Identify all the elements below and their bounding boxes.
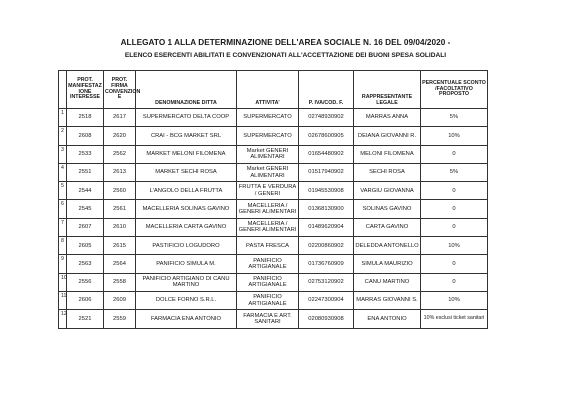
cell-piva: 01736760909 xyxy=(299,255,354,273)
cell-prot-manifestazione: 2556 xyxy=(67,273,104,291)
table-row xyxy=(59,109,488,127)
cell-attivita: MACELLERIA / GENERI ALIMENTARI xyxy=(237,200,299,218)
cell-rappresentante: SOLINAS GAVINO xyxy=(354,200,421,218)
col-header-sconto: PERCENTUALE SCONTO /FACOLTATIVO PROPOSTO xyxy=(421,71,488,109)
table-row xyxy=(59,255,488,273)
cell-prot-firma: 2620 xyxy=(104,127,136,145)
cell-sconto: 10% esclusi ticket sanitari xyxy=(421,310,488,328)
cell-attivita: PANIFICIO ARTIGIANALE xyxy=(237,291,299,309)
cell-rappresentante: MELONI FILOMENA xyxy=(354,145,421,163)
cell-sconto: 0 xyxy=(421,273,488,291)
col-header-attivita: ATTIVITA' xyxy=(237,71,299,109)
col-header-num xyxy=(59,71,67,109)
cell-piva: 02200860902 xyxy=(299,237,354,255)
cell-sconto: 0 xyxy=(421,218,488,236)
cell-num: 12 xyxy=(59,310,67,328)
cell-prot-firma: 2617 xyxy=(104,109,136,127)
cell-piva: 02748930902 xyxy=(299,109,354,127)
cell-num: 3 xyxy=(59,145,67,163)
cell-ditta: PANIFICIO SIMULA M. xyxy=(136,255,237,273)
cell-piva: 02753120902 xyxy=(299,273,354,291)
col-header-prot-firma: PROT. FIRMA CONVENZION E xyxy=(104,71,136,109)
cell-num: 5 xyxy=(59,182,67,200)
cell-ditta: SUPERMERCATO DELTA COOP xyxy=(136,109,237,127)
cell-ditta: PANIFICIO ARTIGIANO DI CANU MARTINO xyxy=(136,273,237,291)
cell-attivita: PANIFICIO ARTIGIANALE xyxy=(237,273,299,291)
cell-ditta: MARKET SECHI ROSA xyxy=(136,163,237,181)
table-row xyxy=(59,237,488,255)
cell-ditta: DOLCE FORNO S.R.L. xyxy=(136,291,237,309)
cell-prot-firma: 2610 xyxy=(104,218,136,236)
table-row xyxy=(59,200,488,218)
cell-prot-manifestazione: 2607 xyxy=(67,218,104,236)
cell-num: 4 xyxy=(59,163,67,181)
cell-prot-manifestazione: 2518 xyxy=(67,109,104,127)
cell-prot-manifestazione: 2533 xyxy=(67,145,104,163)
cell-piva: 01654480902 xyxy=(299,145,354,163)
cell-rappresentante: VARGIU GIOVANNA xyxy=(354,182,421,200)
cell-sconto: 10% xyxy=(421,237,488,255)
cell-prot-firma: 2613 xyxy=(104,163,136,181)
cell-sconto: 10% xyxy=(421,291,488,309)
cell-rappresentante: SECHI ROSA xyxy=(354,163,421,181)
cell-prot-firma: 2564 xyxy=(104,255,136,273)
cell-prot-manifestazione: 2606 xyxy=(67,291,104,309)
cell-prot-firma: 2560 xyxy=(104,182,136,200)
col-header-rappresentante: RAPPRESENTANTE LEGALE xyxy=(354,71,421,109)
esercenti-table xyxy=(58,70,488,329)
cell-sconto: 0 xyxy=(421,200,488,218)
col-header-piva: P. IVA/COD. F. xyxy=(299,71,354,109)
cell-ditta: L'ANGOLO DELLA FRUTTA xyxy=(136,182,237,200)
col-header-prot-manifestazione: PROT. MANIFESTAZ IONE INTERESSE xyxy=(67,71,104,109)
cell-piva: 02247300904 xyxy=(299,291,354,309)
cell-piva: 02678600905 xyxy=(299,127,354,145)
cell-num: 6 xyxy=(59,200,67,218)
cell-rappresentante: SIMULA MAURIZIO xyxy=(354,255,421,273)
cell-attivita: Market GENERI ALIMENTARI xyxy=(237,145,299,163)
table-row xyxy=(59,218,488,236)
cell-ditta: MARKET MELONI FILOMENA xyxy=(136,145,237,163)
cell-sconto: 5% xyxy=(421,163,488,181)
document-subtitle: ELENCO ESERCENTI ABILITATI E CONVENZIONATI ALL'ACCETTAZIONE DEI BUONI SPESA SOLIDALI xyxy=(124,52,447,59)
cell-num: 9 xyxy=(59,255,67,273)
cell-num: 2 xyxy=(59,127,67,145)
cell-rappresentante: MARRAS ANNA xyxy=(354,109,421,127)
cell-ditta: FARMACIA ENA ANTONIO xyxy=(136,310,237,328)
table-row xyxy=(59,145,488,163)
cell-prot-firma: 2609 xyxy=(104,291,136,309)
cell-piva: 01368130900 xyxy=(299,200,354,218)
cell-num: 11 xyxy=(59,291,67,309)
cell-piva: 01945530908 xyxy=(299,182,354,200)
cell-prot-manifestazione: 2544 xyxy=(67,182,104,200)
cell-prot-firma: 2562 xyxy=(104,145,136,163)
cell-prot-manifestazione: 2605 xyxy=(67,237,104,255)
cell-sconto: 0 xyxy=(421,145,488,163)
cell-prot-manifestazione: 2521 xyxy=(67,310,104,328)
cell-num: 7 xyxy=(59,218,67,236)
cell-sconto: 0 xyxy=(421,255,488,273)
cell-sconto: 10% xyxy=(421,127,488,145)
cell-prot-manifestazione: 2551 xyxy=(67,163,104,181)
cell-piva: 01489620904 xyxy=(299,218,354,236)
cell-prot-firma: 2559 xyxy=(104,310,136,328)
cell-piva: 02080930908 xyxy=(299,310,354,328)
cell-prot-manifestazione: 2563 xyxy=(67,255,104,273)
cell-prot-manifestazione: 2545 xyxy=(67,200,104,218)
table-row xyxy=(59,182,488,200)
document-title: ALLEGATO 1 ALLA DETERMINAZIONE DELL'AREA SOCIALE N. 16 DEL 09/04/2020 - xyxy=(120,38,451,47)
table-row xyxy=(59,127,488,145)
cell-rappresentante: MARRAS GIOVANNI S. xyxy=(354,291,421,309)
cell-prot-firma: 2558 xyxy=(104,273,136,291)
cell-attivita: PASTA FRESCA xyxy=(237,237,299,255)
cell-attivita: MACELLERIA / GENERI ALIMENTARI xyxy=(237,218,299,236)
cell-num: 8 xyxy=(59,237,67,255)
cell-prot-manifestazione: 2608 xyxy=(67,127,104,145)
cell-prot-firma: 2615 xyxy=(104,237,136,255)
cell-ditta: MACELLERIA CARTA GAVINO xyxy=(136,218,237,236)
cell-attivita: PANIFICIO ARTIGIANALE xyxy=(237,255,299,273)
cell-num: 10 xyxy=(59,273,67,291)
col-header-ditta: DENOMINAZIONE DITTA xyxy=(136,71,237,109)
cell-rappresentante: CANU MARTINO xyxy=(354,273,421,291)
cell-sconto: 5% xyxy=(421,109,488,127)
cell-attivita: FRUTTA E VERDURA / GENERI xyxy=(237,182,299,200)
table-row xyxy=(59,291,488,309)
cell-rappresentante: DELEDDA ANTONELLO xyxy=(354,237,421,255)
cell-ditta: MACELLERIA SOLINAS GAVINO xyxy=(136,200,237,218)
cell-ditta: PASTIFICIO LOGUDORO xyxy=(136,237,237,255)
cell-num: 1 xyxy=(59,109,67,127)
table-header-row xyxy=(59,71,488,109)
cell-sconto: 0 xyxy=(421,182,488,200)
cell-attivita: FARMACIA E ART. SANITARI xyxy=(237,310,299,328)
table-row xyxy=(59,163,488,181)
cell-rappresentante: CARTA GAVINO xyxy=(354,218,421,236)
cell-rappresentante: ENA ANTONIO xyxy=(354,310,421,328)
cell-attivita: SUPERMERCATO xyxy=(237,109,299,127)
cell-piva: 01517940902 xyxy=(299,163,354,181)
cell-rappresentante: DEIANA GIOVANNI R. xyxy=(354,127,421,145)
cell-attivita: SUPERMERCATO xyxy=(237,127,299,145)
table-row xyxy=(59,273,488,291)
cell-ditta: CRAI - BCG MARKET SRL xyxy=(136,127,237,145)
cell-attivita: Market GENERI ALIMENTARI xyxy=(237,163,299,181)
table-row xyxy=(59,310,488,328)
cell-prot-firma: 2561 xyxy=(104,200,136,218)
